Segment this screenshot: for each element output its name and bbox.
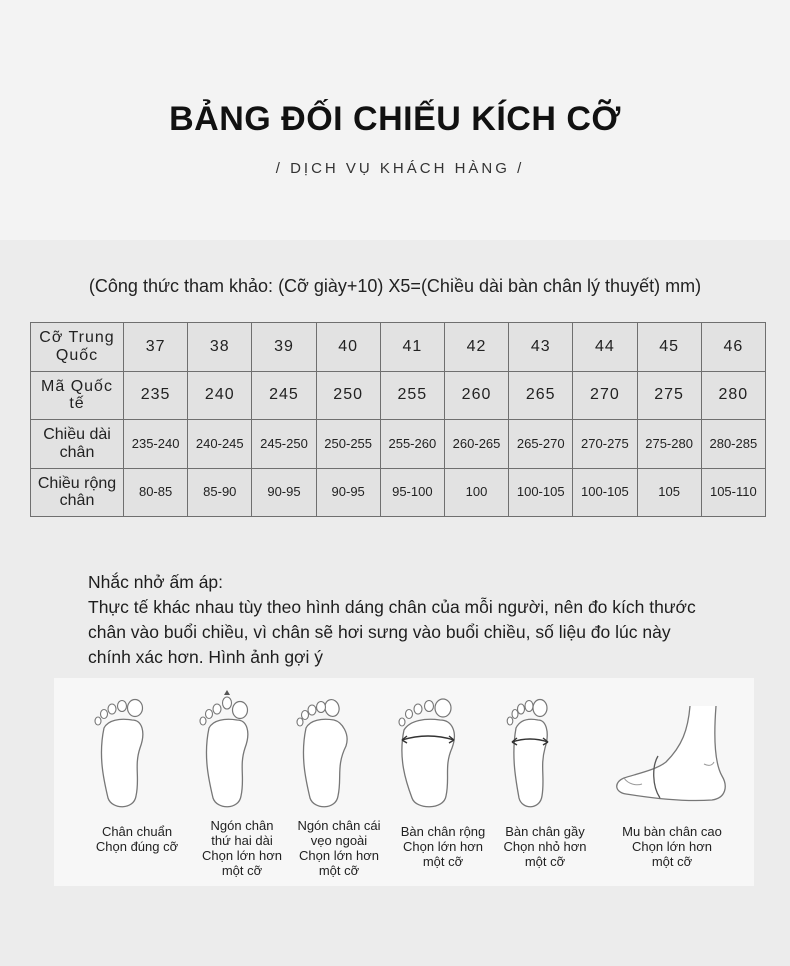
foot-caption: Mu bàn chân cao Chọn lớn hơn một cỡ xyxy=(622,824,722,869)
table-cell: 105-110 xyxy=(701,468,765,517)
foot-caption: Chân chuẩn Chọn đúng cỡ xyxy=(95,824,179,854)
reminder-line: chân vào buổi chiều, vì chân sẽ hơi sưng vào buổi chiều, số liệu đo lúc này xyxy=(88,622,671,642)
table-cell: 260-265 xyxy=(444,420,508,469)
table-cell: 250 xyxy=(316,371,380,420)
table-cell: 245-250 xyxy=(252,420,316,469)
row-header: Chiều dài chân xyxy=(31,420,124,469)
table-row-intl-code xyxy=(31,371,766,420)
table-cell: 265 xyxy=(509,371,573,420)
normal-foot-icon xyxy=(82,686,172,816)
reminder-heading: Nhắc nhở ấm áp: xyxy=(88,572,224,592)
high-instep-foot-icon xyxy=(602,686,732,816)
table-cell: 43 xyxy=(509,323,573,372)
table-cell: 85-90 xyxy=(188,468,252,517)
page-subtitle: / DỊCH VỤ KHÁCH HÀNG / xyxy=(275,160,525,177)
foot-types-box xyxy=(54,678,754,886)
wide-foot-icon xyxy=(388,686,478,816)
table-cell: 265-270 xyxy=(509,420,573,469)
foot-caption: Bàn chân rộng Chọn lớn hơn một cỡ xyxy=(400,824,486,869)
row-header: Chiều rộng chân xyxy=(31,468,124,517)
table-cell: 42 xyxy=(444,323,508,372)
table-cell: 255-260 xyxy=(380,420,444,469)
table-row-foot-width xyxy=(31,468,766,517)
foot-caption: Ngón chân cái vẹo ngoài Chọn lớn hơn một cỡ xyxy=(297,818,381,878)
table-cell: 100 xyxy=(444,468,508,517)
foot-caption: Ngón chân thứ hai dài Chọn lớn hơn một cỡ xyxy=(202,818,282,878)
table-cell: 270-275 xyxy=(573,420,637,469)
row-header: Mã Quốc tế xyxy=(31,371,124,420)
table-cell: 275 xyxy=(637,371,701,420)
table-cell: 38 xyxy=(188,323,252,372)
reminder-line: Thực tế khác nhau tùy theo hình dáng chân của mỗi người, nên đo kích thước xyxy=(88,597,696,617)
table-cell: 280-285 xyxy=(701,420,765,469)
table-cell: 270 xyxy=(573,371,637,420)
long-second-toe-foot-icon xyxy=(187,686,277,816)
table-cell: 80-85 xyxy=(124,468,188,517)
bunion-foot-icon xyxy=(284,686,374,816)
table-row-cn-size xyxy=(31,323,766,372)
table-cell: 255 xyxy=(380,371,444,420)
table-cell: 37 xyxy=(124,323,188,372)
table-cell: 39 xyxy=(252,323,316,372)
reminder-block xyxy=(88,570,768,670)
table-cell: 100-105 xyxy=(509,468,573,517)
table-cell: 275-280 xyxy=(637,420,701,469)
table-cell: 245 xyxy=(252,371,316,420)
table-cell: 250-255 xyxy=(316,420,380,469)
table-cell: 40 xyxy=(316,323,380,372)
table-cell: 235 xyxy=(124,371,188,420)
row-header: Cỡ Trung Quốc xyxy=(31,323,124,372)
page-title: BẢNG ĐỐI CHIẾU KÍCH CỠ xyxy=(169,100,621,138)
table-cell: 46 xyxy=(701,323,765,372)
foot-type-normal xyxy=(82,678,192,886)
table-cell: 240 xyxy=(188,371,252,420)
table-cell: 280 xyxy=(701,371,765,420)
table-cell: 235-240 xyxy=(124,420,188,469)
reminder-line: chính xác hơn. Hình ảnh gợi ý xyxy=(88,647,324,667)
narrow-foot-icon xyxy=(490,686,580,816)
table-cell: 44 xyxy=(573,323,637,372)
size-chart-table xyxy=(30,322,766,517)
table-row-foot-length xyxy=(31,420,766,469)
foot-type-narrow xyxy=(490,678,600,886)
table-cell: 260 xyxy=(444,371,508,420)
table-cell: 90-95 xyxy=(316,468,380,517)
table-cell: 105 xyxy=(637,468,701,517)
foot-type-high-instep xyxy=(602,678,742,886)
formula-text: (Công thức tham khảo: (Cỡ giày+10) X5=(Chiều dài bàn chân lý thuyết) mm) xyxy=(88,276,702,296)
table-cell: 95-100 xyxy=(380,468,444,517)
table-cell: 240-245 xyxy=(188,420,252,469)
table-cell: 90-95 xyxy=(252,468,316,517)
table-cell: 41 xyxy=(380,323,444,372)
table-cell: 100-105 xyxy=(573,468,637,517)
foot-caption: Bàn chân gầy Chọn nhỏ hơn một cỡ xyxy=(503,824,587,869)
table-cell: 45 xyxy=(637,323,701,372)
